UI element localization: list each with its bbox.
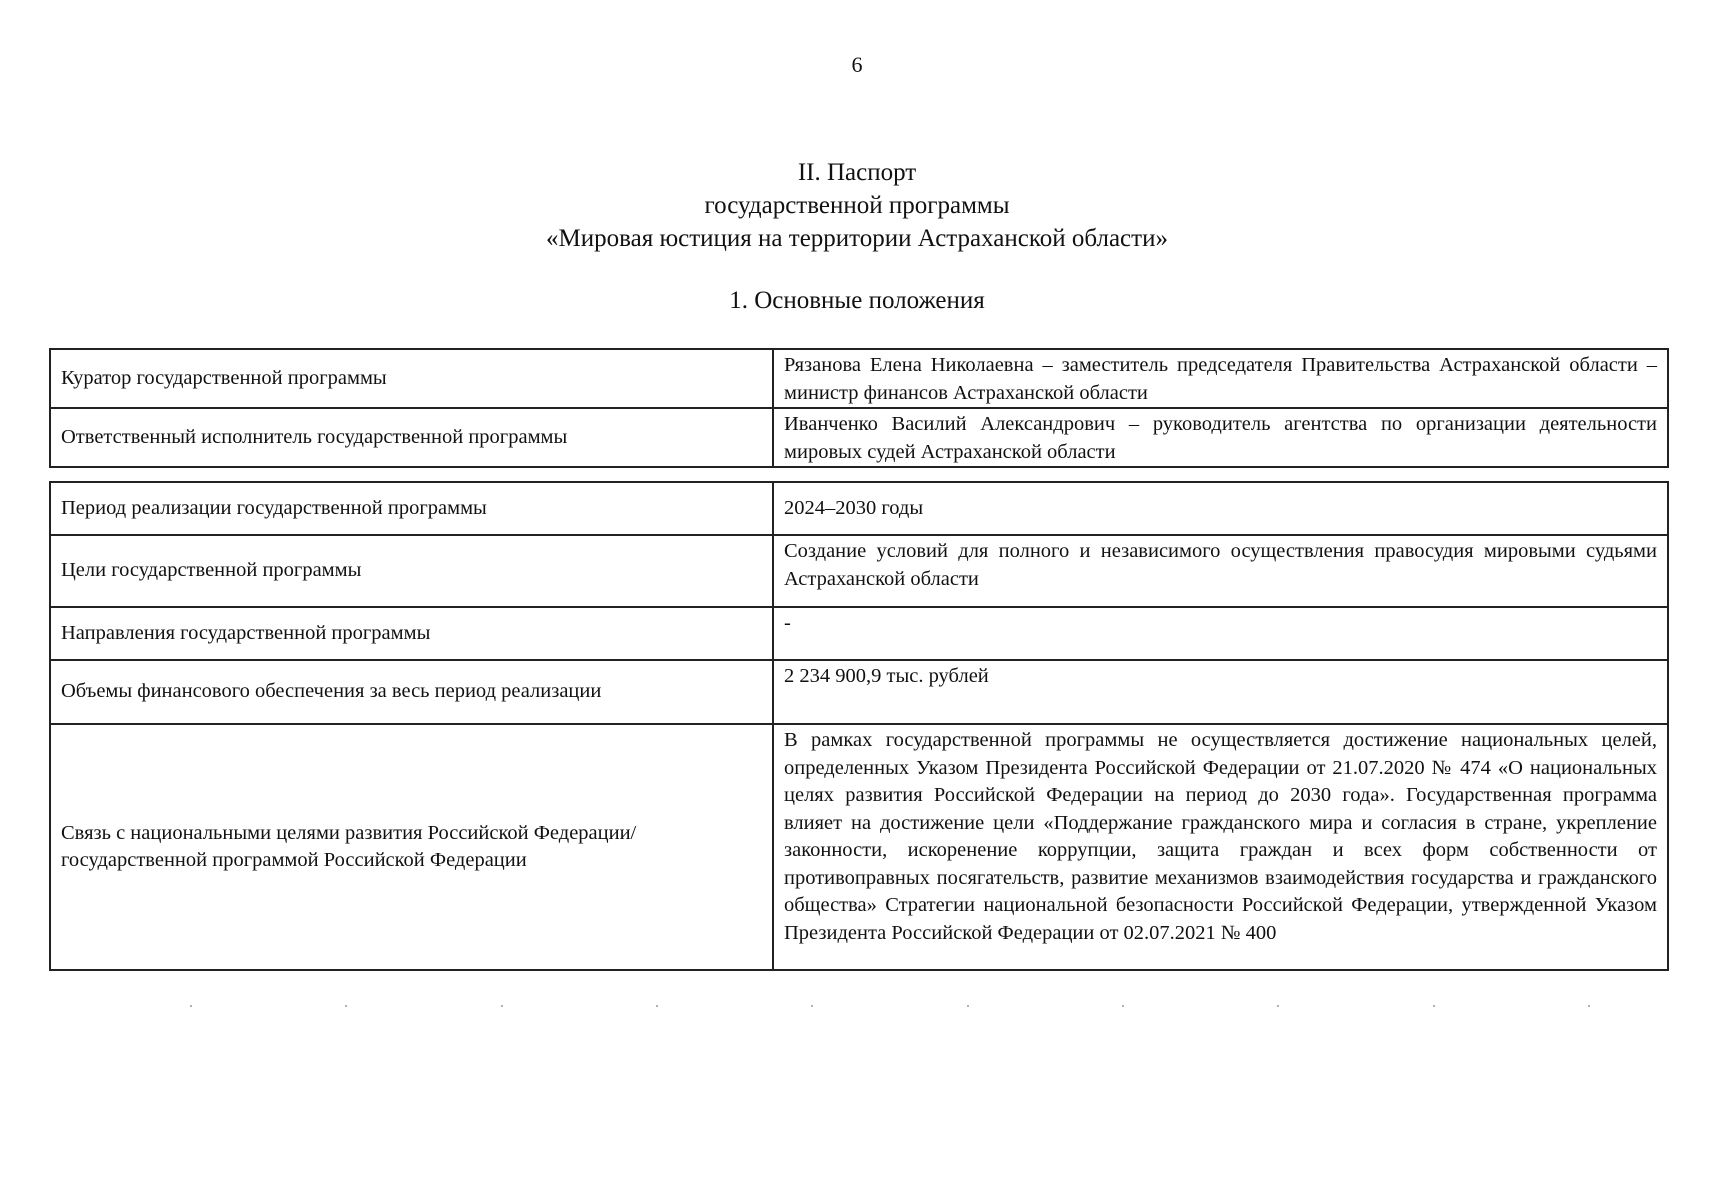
table-row	[50, 724, 1668, 970]
row-label-executor: Ответственный исполнитель государственной программы	[50, 408, 773, 467]
scan-dot-row	[190, 1005, 1590, 1007]
scan-dot	[190, 1005, 192, 1007]
table-row	[50, 349, 1668, 408]
scan-dot	[1277, 1005, 1279, 1007]
scan-dot	[967, 1005, 969, 1007]
table-row	[50, 607, 1668, 660]
row-label-period: Период реализации государственной программы	[50, 482, 773, 535]
table-row	[50, 660, 1668, 724]
title-line-1: II. Паспорт	[797, 159, 917, 186]
table-row	[50, 535, 1668, 607]
row-value-executor: Иванченко Василий Александрович – руководитель агентства по организации деятельности мировых судей Астраханской области	[773, 408, 1668, 467]
scan-dot	[345, 1005, 347, 1007]
row-label-goals: Цели государственной программы	[50, 535, 773, 607]
row-label-directions: Направления государственной программы	[50, 607, 773, 660]
page-number: 6	[851, 52, 863, 77]
row-value-funding: 2 234 900,9 тыс. рублей	[773, 660, 1668, 724]
passport-table-details	[49, 481, 1669, 971]
row-label-national-goals: Связь с национальными целями развития Российской Федерации/ государственной программой Российской Федерации	[50, 724, 773, 970]
row-value-curator: Рязанова Елена Николаевна – заместитель председателя Правительства Астраханской области – министр финансов Астраханской области	[773, 349, 1668, 408]
table-row	[50, 482, 1668, 535]
row-value-period: 2024–2030 годы	[773, 482, 1668, 535]
row-value-national-goals: В рамках государственной программы не осуществляется достижение национальных целей, определенных Указом Президента Российской Федерации от 21.07.2020 № 474 «О национальных целях развития Российской Федерации на период до 2030 года». Государственная программа влияет на достижение цели «Поддержание гражданского мира и согласия в стране, укрепление законности, искоренение коррупции, защита граждан и всех форм собственности от противоправных посягательств, развитие механизмов взаимодействия государства и гражданского общества» Стратегии национальной безопасности Российской Федерации, утвержденной Указом Президента Российской Федерации от 02.07.2021 № 400	[773, 724, 1668, 970]
scan-dot	[811, 1005, 813, 1007]
scan-dot	[1433, 1005, 1435, 1007]
table-row	[50, 408, 1668, 467]
row-value-goals: Создание условий для полного и независимого осуществления правосудия мировыми судьями Астраханской области	[773, 535, 1668, 607]
title-line-2: государственной программы	[704, 192, 1010, 219]
row-label-funding: Объемы финансового обеспечения за весь период реализации	[50, 660, 773, 724]
scan-dot	[1588, 1005, 1590, 1007]
scan-dot	[501, 1005, 503, 1007]
title-line-3: «Мировая юстиция на территории Астраханской области»	[546, 225, 1168, 252]
document-title	[0, 156, 1714, 255]
scan-dot	[656, 1005, 658, 1007]
passport-table-officials	[49, 348, 1669, 468]
row-label-curator: Куратор государственной программы	[50, 349, 773, 408]
scan-dot	[1122, 1005, 1124, 1007]
row-value-directions: -	[773, 607, 1668, 660]
section-heading: 1. Основные положения	[729, 287, 985, 314]
